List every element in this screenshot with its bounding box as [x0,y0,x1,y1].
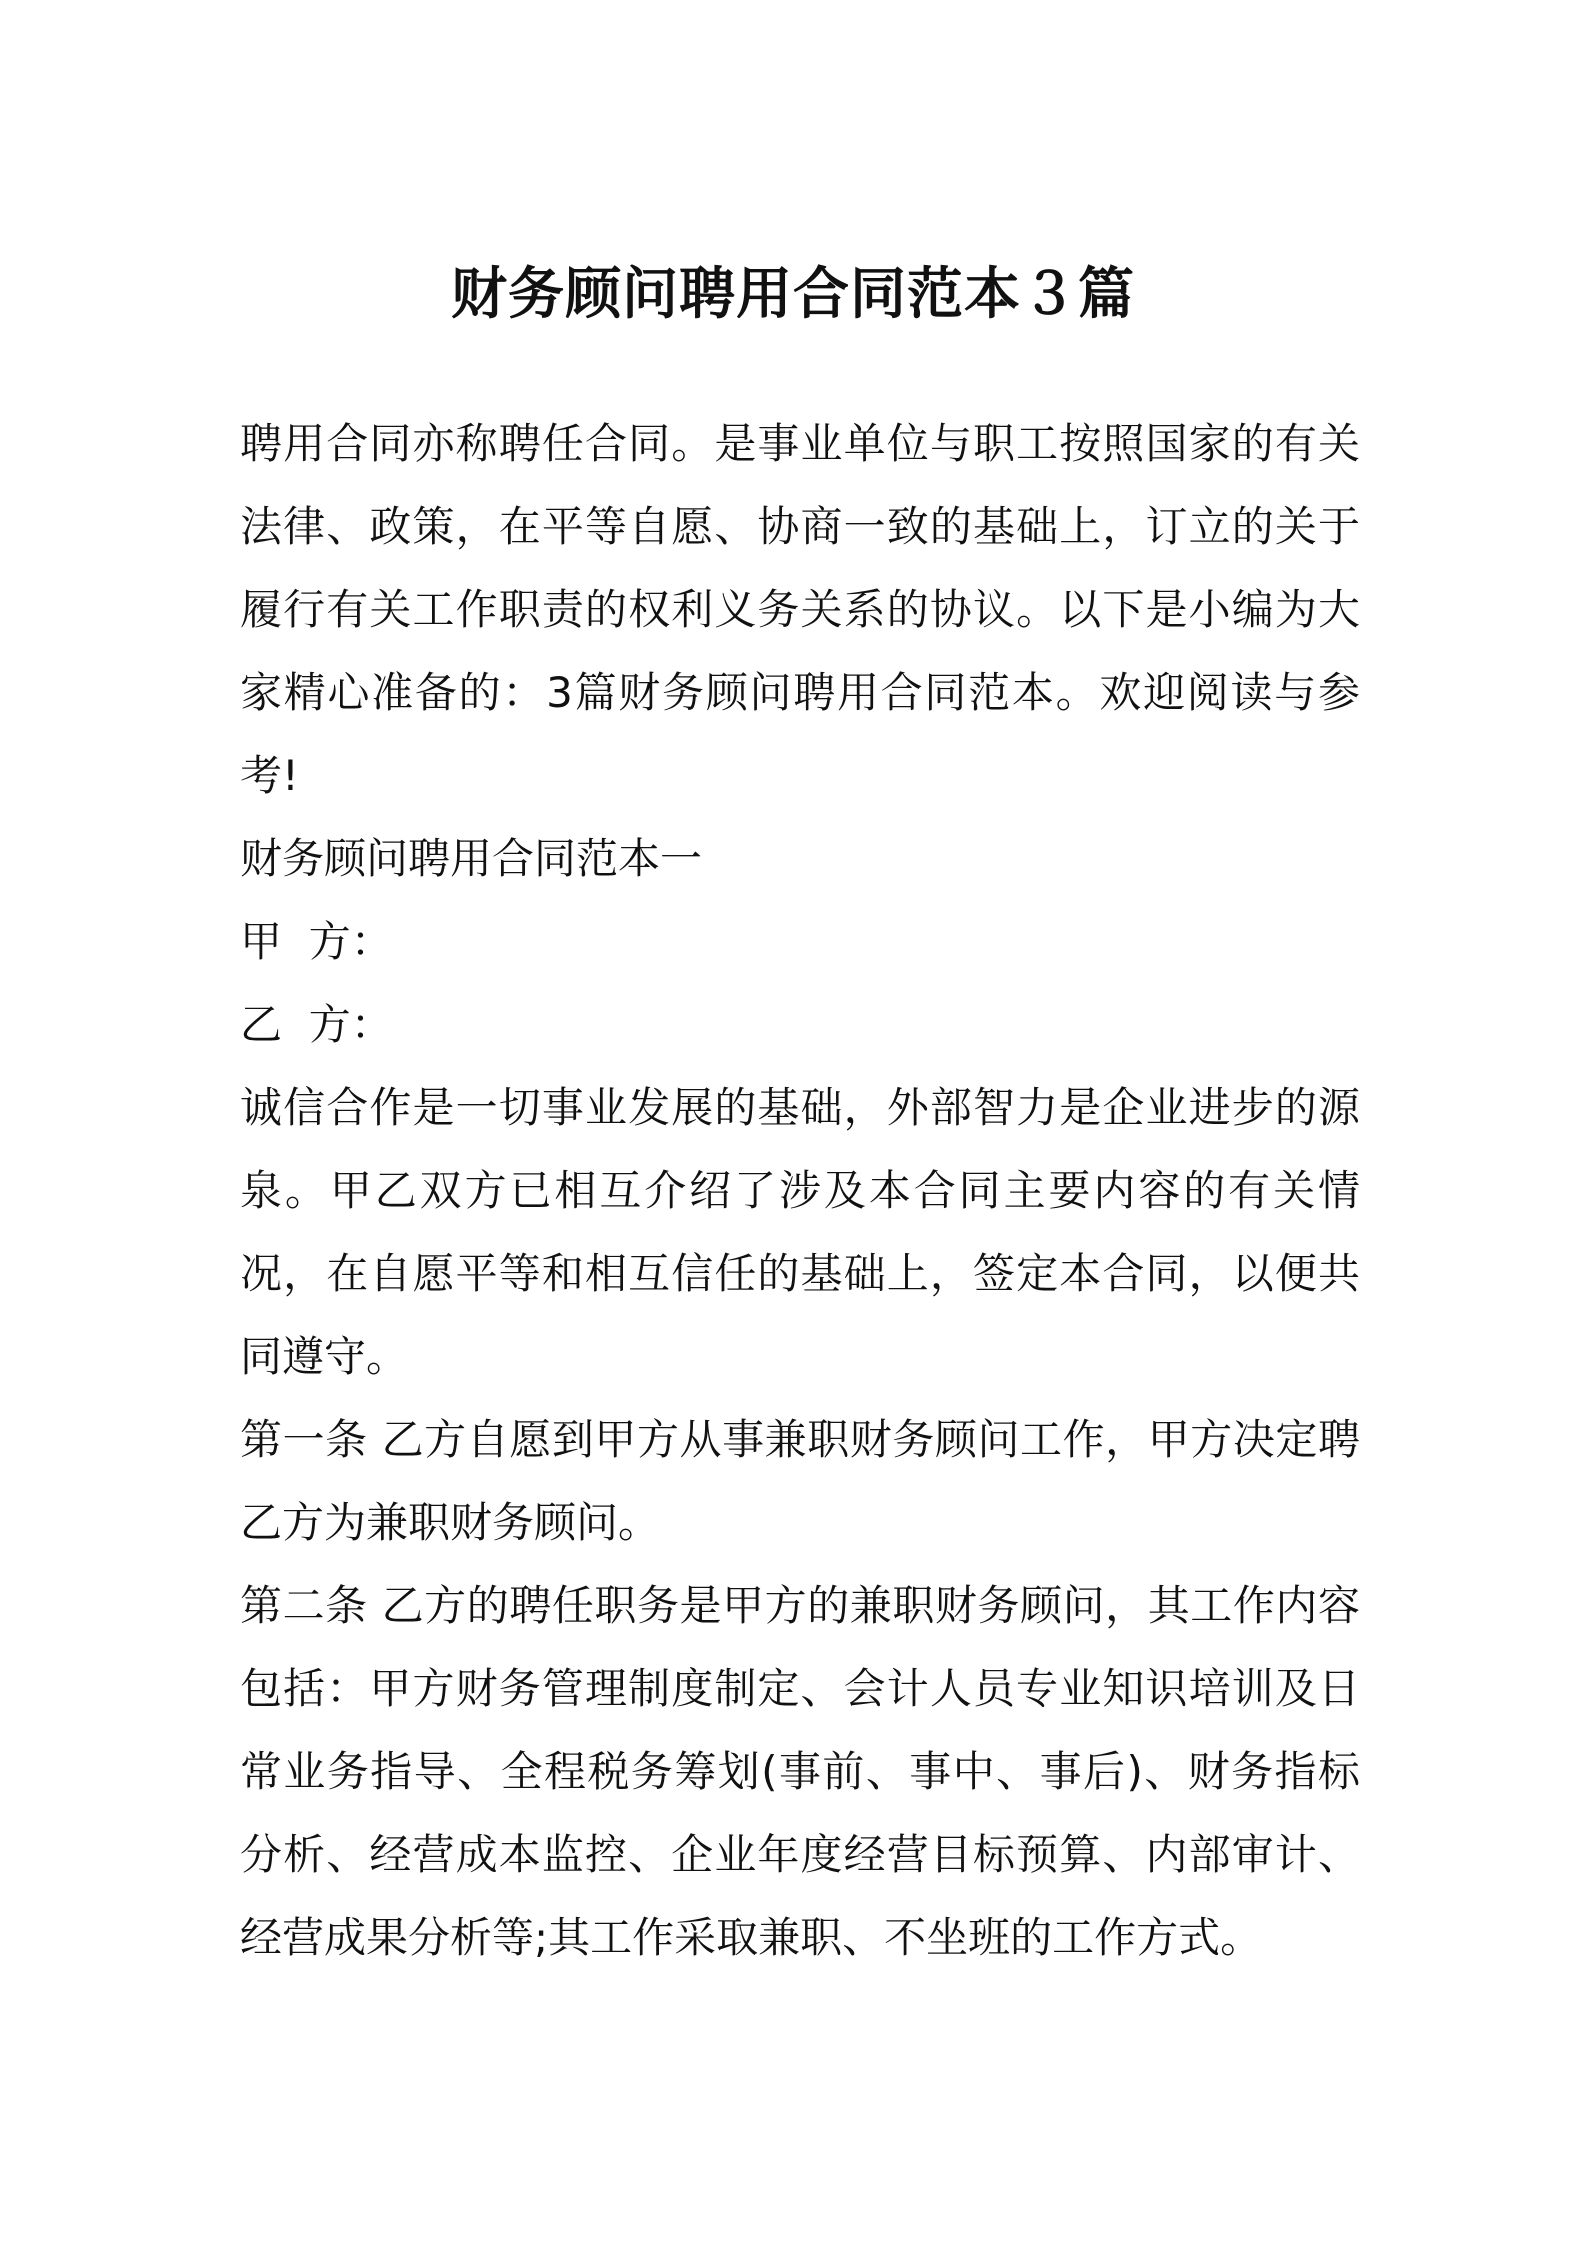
preamble-paragraph: 诚信合作是一切事业发展的基础，外部智力是企业进步的源泉。甲乙双方已相互介绍了涉及本合同主要内容的有关情况，在自愿平等和相互信任的基础上，签定本合同，以便共同遵守。 [240,1083,1360,1381]
article-one-paragraph: 第一条 乙方自愿到甲方从事兼职财务顾问工作，甲方决定聘乙方为兼职财务顾问。 [240,1415,1360,1547]
document-title: 财务顾问聘用合同范本３篇 [451,262,1135,327]
article-two-paragraph: 第二条 乙方的聘任职务是甲方的兼职财务顾问，其工作内容包括：甲方财务管理制度制定、会计人员专业知识培训及日常业务指导、全程税务筹划(事前、事中、事后)、财务指标分析、经营成本监控、企业年度经营目标预算、内部审计、经营成果分析等;其工作采取兼职、不坐班的工作方式。 [240,1581,1360,1962]
section-heading: 财务顾问聘用合同范本一 [240,834,703,883]
document-body [240,402,1360,1979]
party-b-line: 乙 方： [240,1000,393,1049]
intro-paragraph: 聘用合同亦称聘任合同。是事业单位与职工按照国家的有关法律、政策，在平等自愿、协商一致的基础上，订立的关于履行有关工作职责的权利义务关系的协议。以下是小编为大家精心准备的：3篇财务顾问聘用合同范本。欢迎阅读与参考! [240,419,1360,800]
party-a-line: 甲 方： [240,917,393,966]
